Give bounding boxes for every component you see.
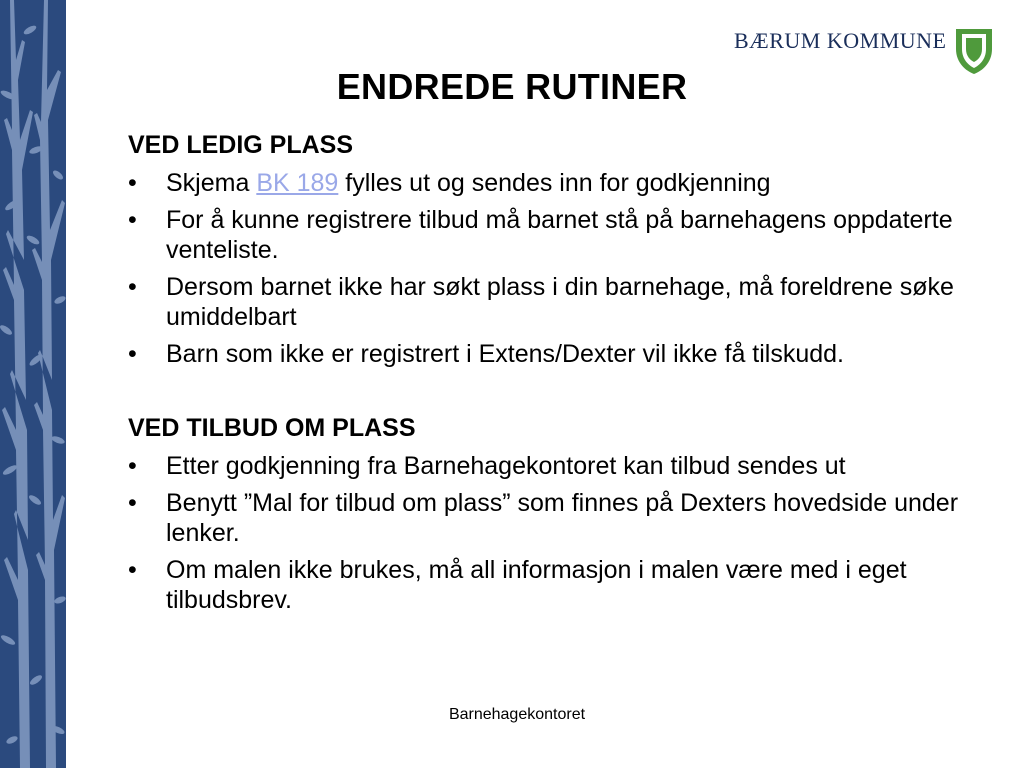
bullet-text: Benytt ”Mal for tilbud om plass” som finnes på Dexters hovedside under lenker. (166, 489, 959, 547)
bullet-text: Dersom barnet ikke har søkt plass i din barnehage, må foreldrene søke umiddelbart (166, 273, 954, 331)
bullet-item (128, 205, 968, 265)
bullet-text-prefix: Skjema (166, 169, 257, 197)
bullet-item (128, 339, 968, 369)
bullet-text: Om malen ikke brukes, må all informasjon i malen være med i eget tilbudsbrev. (166, 556, 907, 614)
bullet-text: Etter godkjenning fra Barnehagekontoret kan tilbud sendes ut (166, 452, 846, 480)
bullet-list (128, 168, 968, 369)
tree-silhouette-icon (0, 0, 66, 768)
slide-title: ENDREDE RUTINER (336, 66, 688, 107)
bullet-symbol: • (128, 273, 137, 301)
section-heading: VED TILBUD OM PLASS (128, 414, 416, 442)
bullet-item (128, 488, 968, 548)
bullet-symbol: • (128, 452, 137, 480)
bk189-link[interactable]: BK 189 (256, 169, 339, 197)
section-heading: VED LEDIG PLASS (128, 131, 354, 159)
side-decoration-strip (0, 0, 66, 768)
bullet-text: For å kunne registrere tilbud må barnet stå på barnehagens oppdaterte venteliste. (166, 206, 953, 264)
slide-footer: Barnehagekontoret (448, 706, 586, 723)
bullet-symbol: • (128, 340, 137, 368)
bullet-symbol: • (128, 206, 137, 234)
bullet-symbol: • (128, 556, 137, 584)
bullet-symbol: • (128, 169, 137, 197)
bullet-item (128, 555, 968, 615)
section-spacer (128, 369, 968, 412)
logo-text: BÆRUM KOMMUNE (734, 28, 947, 53)
bullet-list (128, 451, 968, 615)
bullet-item (128, 451, 968, 481)
bullet-item (128, 168, 968, 198)
bullet-item (128, 272, 968, 332)
bullet-text-suffix: fylles ut og sendes inn for godkjenning (338, 169, 771, 197)
slide-content (128, 129, 968, 615)
bullet-symbol: • (128, 489, 137, 517)
bullet-text: Barn som ikke er registrert i Extens/Dexter vil ikke få tilskudd. (166, 340, 845, 368)
